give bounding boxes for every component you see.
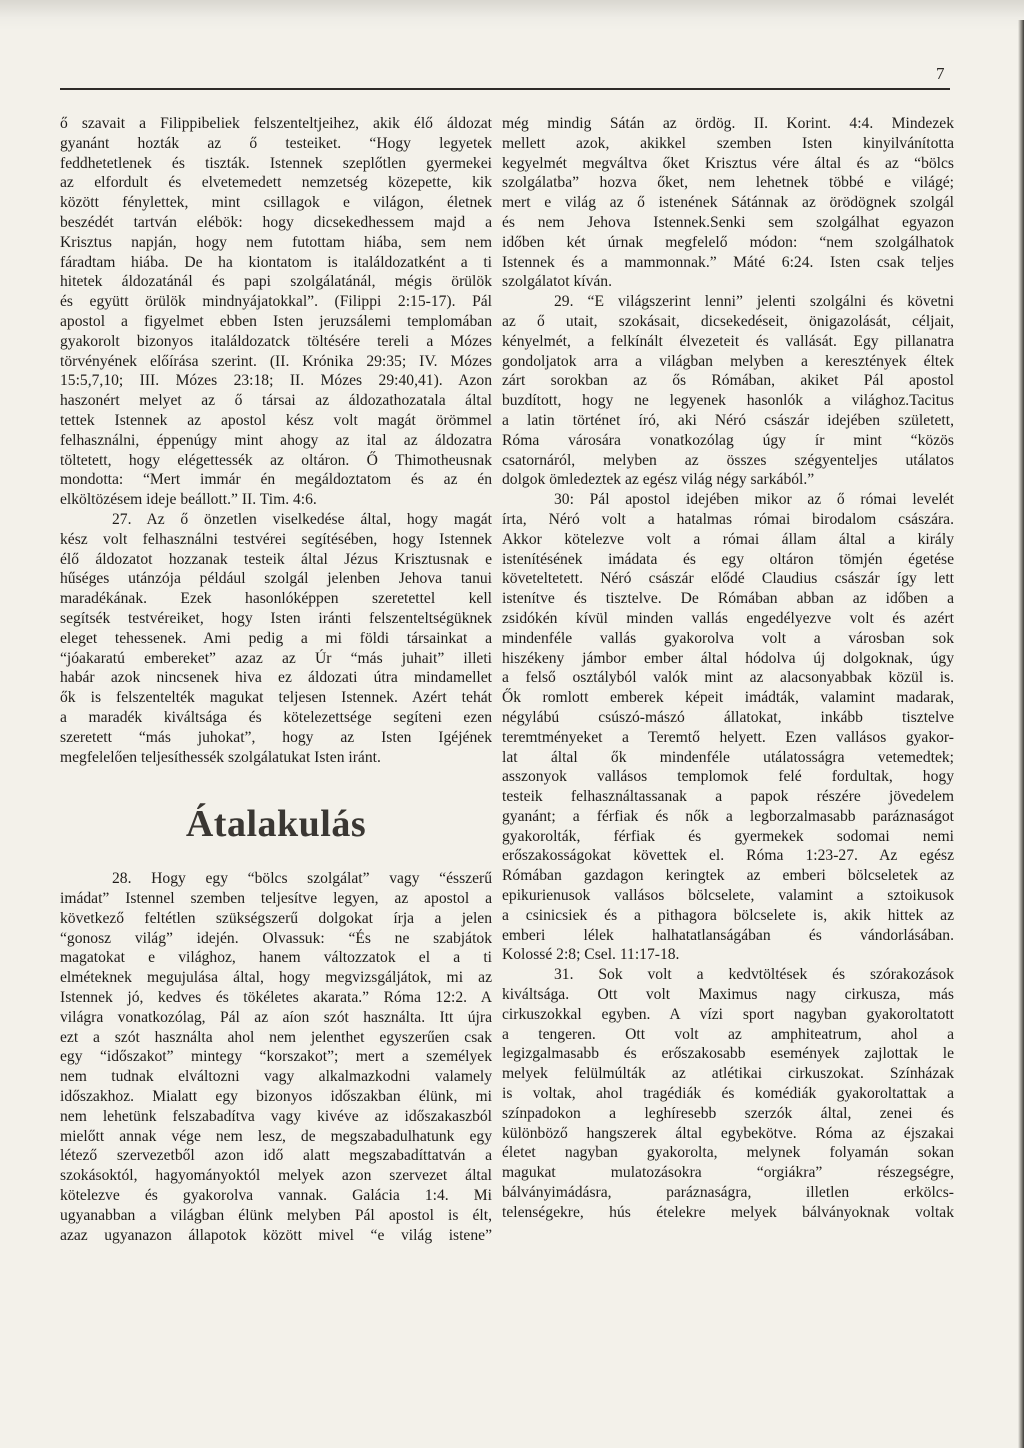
text-line: is voltak, ahol tragédiák és komédiák gyakoroltattak a [502, 1085, 954, 1103]
text-line: szolgálatba” hozva őket, nem lehetnek többé e világé; [502, 174, 954, 192]
section-heading: Átalakulás [185, 803, 367, 846]
text-line: időben két úrnak megfelelő módon: “nem szolgálhatok [502, 233, 954, 251]
paragraph-continuation [60, 114, 492, 510]
text-line: Róma városára vonatkozólag úgy ír mint “közös [502, 431, 954, 449]
text-line: telenségekre, hús ételekre melyek bálványoknak voltak [502, 1203, 954, 1221]
text-line: 29. “E világszerint lenni” jelenti szolgálni és követni [554, 293, 954, 311]
text-line: a felső osztályból valók mint az alacsonyabbak közül is. [502, 669, 954, 687]
text-line: Rómában gazdagon keringtek az emberi bölcseletek az [502, 867, 954, 885]
text-line: istenítve és tisztelve. De Rómában abban az időben a [502, 590, 954, 608]
text-line: 31. Sok volt a kedvtöltések és szórakozások [554, 966, 954, 984]
text-line: elköltözésem ideje beállott.” II. Tim. 4:6. [60, 491, 317, 509]
text-line: ugyanabban a világban élünk melyben Pál apostol is élt, [60, 1206, 492, 1224]
text-line: maradékának. Ezek hasonlóképpen szeretettel kell [60, 590, 492, 608]
scan-shadow-top [0, 0, 1024, 30]
text-line: ezt a szót használta ahol nem jelenthet egyszerűen csak [60, 1028, 492, 1046]
paragraph-30 [502, 490, 954, 965]
text-line: a csinicsiek és a pithagora bölcselete is, akik hittek az [502, 906, 954, 924]
text-line: 27. Az ő önzetlen viselkedése által, hogy magát [112, 510, 492, 528]
text-line: szolgálatot kíván. [502, 273, 612, 291]
text-line: hitetek áldozatánál és papi szolgálatánál, mégis örülök [60, 273, 492, 291]
text-line: melyek felülmúlták az atlétikai cirkuszokat. Színházak [502, 1065, 954, 1083]
text-line: időszakhoz. Mialatt egy bizonyos időszakban élünk, mi [60, 1088, 492, 1106]
text-line: Istennek jó, kedves és tökéletes akarata.” Róma 12:2. A [60, 989, 492, 1007]
text-line: között fénylettek, mint csillagok e világon, életnek [60, 194, 492, 212]
text-line: imádat” Istennel szemben teljesítve legyen, az apostol a [60, 890, 492, 908]
text-line: segítsék testvéreiket, hogy Isten iránti felszenteltségüknek [60, 609, 492, 627]
text-line: gyakorolt bizonyos italáldozatck töltésére tereli a Mózes [60, 332, 492, 350]
text-line: gondoljatok arra a világban melyben a keresztények éltek [502, 352, 954, 370]
text-line: magukat mulatozásokra “orgiákra” részegségre, [502, 1164, 954, 1182]
scan-edge-right [1018, 20, 1024, 1448]
text-line: tettek Istennek az apostol kész volt magát örömmel [60, 411, 492, 429]
text-line: egy “időszakot” mintegy “korszakot”; mert a személyek [60, 1048, 492, 1066]
paragraph-continuation-right [502, 114, 954, 292]
text-line: mielőtt annak vége nem lesz, de megszabadulhatunk egy [60, 1127, 492, 1145]
text-line: feddhetetlenek és tiszták. Istennek szeplőtlen gyermekei [60, 154, 492, 172]
text-line: gyanánt; a férfiak és nők a legborzalmasabb paráznaságot [502, 807, 954, 825]
text-line: élő áldozatot hozzanak testeik által Jézus Krisztusnak e [60, 550, 492, 568]
page-number: 7 [936, 64, 945, 83]
text-line: Krisztus napján, hogy nem futottam hiába, sem nem [60, 233, 492, 251]
text-line: haszonért melyet az ő társai az áldozathozatala által [60, 392, 492, 410]
left-column [60, 114, 492, 1245]
text-line: Ők romlott emberek képeit imádták, valamint madarak, [502, 689, 954, 707]
text-line: felhasználni, éppenúgy mint ahogy az ital az áldozatra [60, 431, 492, 449]
text-line: szeretett “más juhokat”, hogy az Isten Igéjének [60, 728, 492, 746]
text-line: asszonyok vallásos templomok felé fordultak, hogy [502, 768, 954, 786]
text-line: ők is felszentelték magukat teljesen Istennek. Azért tehát [60, 689, 492, 707]
text-line: magatokat e világhoz, hanem változzatok el a ti [60, 949, 492, 967]
text-line: buzdított, hogy ne legyenek hasonlók a világhoz.Tacitus [502, 392, 954, 410]
text-line: Akkor kötelezve volt a római állam által a király [502, 530, 954, 548]
paragraph-29 [502, 292, 954, 490]
text-line: világra vonatkozólag, Pál az aíon szót használta. Itt újra [60, 1008, 492, 1026]
text-line: zárt sorokban az ős Rómában, akiket Pál apostol [502, 372, 954, 390]
text-line: különböző hangszerek által egybekötve. Róma az éjszakai [502, 1124, 954, 1142]
text-line: mellett azok, akikkel szemben Isten kinyilvánította [502, 134, 954, 152]
header-rule [60, 88, 950, 90]
text-line: az elfordult és elvetemedett nemzetség közepette, kik [60, 174, 492, 192]
text-line: gyakorolták, férfiak és gyermekek sodomai nemi [502, 827, 954, 845]
text-line: “jóakaratú embereket” azaz az Úr “más juhait” illeti [60, 649, 492, 667]
text-line: apostol a figyelmet ebben Isten jeruzsálemi templomában [60, 312, 492, 330]
text-line: a tengeren. Ott volt az amphiteatrum, ahol a [502, 1025, 954, 1043]
text-line: hiszékeny jámbor ember által hódolva új dolgoknak, úgy [502, 649, 954, 667]
text-line: létező szervezetből azon idő alatt megszabadíttatván a [60, 1147, 492, 1165]
text-line: fáradtam hiába. De ha kiontatom is italáldozatként a ti [60, 253, 492, 271]
right-column [502, 114, 954, 1223]
text-line: “gonosz világ” idején. Olvassuk: “És ne szabjátok [60, 929, 492, 947]
text-line: teremtményeket a Teremtő helyett. Ezen vallásos gyakor- [502, 728, 954, 746]
text-line: kegyelmét megváltva őket Krisztus vére által és az “bölcs [502, 154, 954, 172]
text-line: és nem Jehova Istennek.Senki sem szolgálhat egyazon [502, 213, 954, 231]
text-line: megfelelően teljesíthessék szolgálatukat Isten iránt. [60, 748, 381, 766]
paragraph-31 [502, 965, 954, 1222]
text-line: gyanánt hozták az ő testeiket. “Hogy legyetek [60, 134, 492, 152]
text-line: Istennek és a mammonnak.” Máté 6:24. Isten csak teljes [502, 253, 954, 271]
text-line: mert e világ az ő istenének Sátánnak az örödögnek szolgál [502, 194, 954, 212]
text-line: bálványimádásra, paráznaságra, illetlen erkölcs- [502, 1184, 954, 1202]
text-line: testeik felhasználtassanak a papok részére jövedelem [502, 788, 954, 806]
text-line: és együtt örülök mindnyájatokkal”. (Filippi 2:15-17). Pál [60, 293, 492, 311]
text-line: színpadokon a leghíresebb szerzók által, zenei és [502, 1104, 954, 1122]
paragraph-27 [60, 510, 492, 767]
text-line: legizgalmasabb és erőszakosabb események zajlottak le [502, 1045, 954, 1063]
text-line: töltetett, hogy elégettessék az oltáron. Ő Thimotheusnak [60, 451, 492, 469]
text-line: 28. Hogy egy “bölcs szolgálat” vagy “ésszerű [112, 870, 492, 888]
text-line: a latin történet író, aki Néró császár idejében született, [502, 411, 954, 429]
text-line: zsidókén kívül minden vallás engedélyezve volt és azért [502, 609, 954, 627]
text-line: kiváltsága. Ott volt Maximus nagy cirkusza, más [502, 986, 954, 1004]
text-line: következő feltétlen szükségszerű dolgokat írja a jelen [60, 909, 492, 927]
text-line: habár azok nincsenek hiva ez áldozati útra mindamellet [60, 669, 492, 687]
text-line: emberi lélek halhatatlanságában és vándorlásában. [502, 926, 954, 944]
text-line: követeltetett. Néró császár elődé Claudius császár így lett [502, 570, 954, 588]
text-line: Kolossé 2:8; Csel. 11:17-18. [502, 946, 680, 964]
text-line: életet nagyban gyakorolta, melynek folyamán sokan [502, 1144, 954, 1162]
text-line: írta, Néró volt a hatalmas római birodalom császára. [502, 510, 954, 528]
text-line: epikurienusok vallásos bölcselete, valamint a sztoikusok [502, 887, 954, 905]
text-line: még mindig Sátán az ördög. II. Korint. 4:4. Mindezek [502, 115, 954, 132]
text-line: kényelmét, a felkínált élvezeteit és vallását. Egy pillanatra [502, 332, 954, 350]
text-line: a maradék kiváltsága és kötelezettsége segíteni ezen [60, 708, 492, 726]
text-line: kötelezve és gyakorolva vannak. Galácia 1:4. Mi [60, 1187, 492, 1205]
text-line: cirkuszokkal egyben. A vízi sport nagyban gyakoroltatott [502, 1005, 954, 1023]
text-line: mindenféle vallás gyakorolva volt a városban sok [502, 629, 954, 647]
text-line: elméteknek megujulása által, hogy megvizsgáljátok, mi az [60, 969, 492, 987]
text-line: hűséges utánzója például szolgál jelenben Jehova tanui [60, 570, 492, 588]
text-line: azaz ugyanazon állapotok között mivel “e világ istene” [60, 1226, 492, 1244]
text-line: dolgok ömledeztek az egész világ négy sarkából.” [502, 471, 815, 489]
text-line: az ő utait, szokásait, dicsekedéseit, önigazolását, céljait, [502, 312, 954, 330]
text-line: erőszakosságokat követtek el. Róma 1:23-27. Az egész [502, 847, 954, 865]
paragraph-28 [60, 869, 492, 1245]
text-line: 30: Pál apostol idejében mikor az ő római levelét [554, 491, 954, 509]
text-line: mondotta: “Mert immár én megáldoztatom és az én [60, 471, 492, 489]
text-line: törvényének előírása szerint. (II. Krónika 29:35; IV. Mózes [60, 352, 492, 370]
text-line: ő szavait a Filippibeliek felszenteltjeihez, akik élő áldozat [60, 115, 492, 132]
text-line: 15:5,7,10; III. Mózes 23:18; II. Mózes 29:40,41). Azon [60, 372, 492, 390]
text-line: istenítésének imádata és egy oltáron tömjén égetése [502, 550, 954, 568]
text-line: beszédét tartván elébök: hogy dicsekedhessem majd a [60, 213, 492, 231]
text-line: kész volt felhasználni testvérei segítésében, hogy Istennek [60, 530, 492, 548]
text-line: négylábú csúszó-mászó állatokat, inkább tisztelve [502, 708, 954, 726]
text-line: nem tudnak elváltozni vagy alkalmazkodni valamely [60, 1068, 492, 1086]
text-line: szokásoktól, hagyományoktól melyek azon szervezet által [60, 1167, 492, 1185]
text-line: lat által ők mindenféle utálatosságra vetemedtek; [502, 748, 954, 766]
text-line: csatornáról, melyben az összes szégyenteljes utálatos [502, 451, 954, 469]
text-line: nem lehetünk felszabadítva vagy kivéve az időszakaszból [60, 1107, 492, 1125]
text-line: eleget tehessenek. Ami pedig a mi földi társainkat a [60, 629, 492, 647]
